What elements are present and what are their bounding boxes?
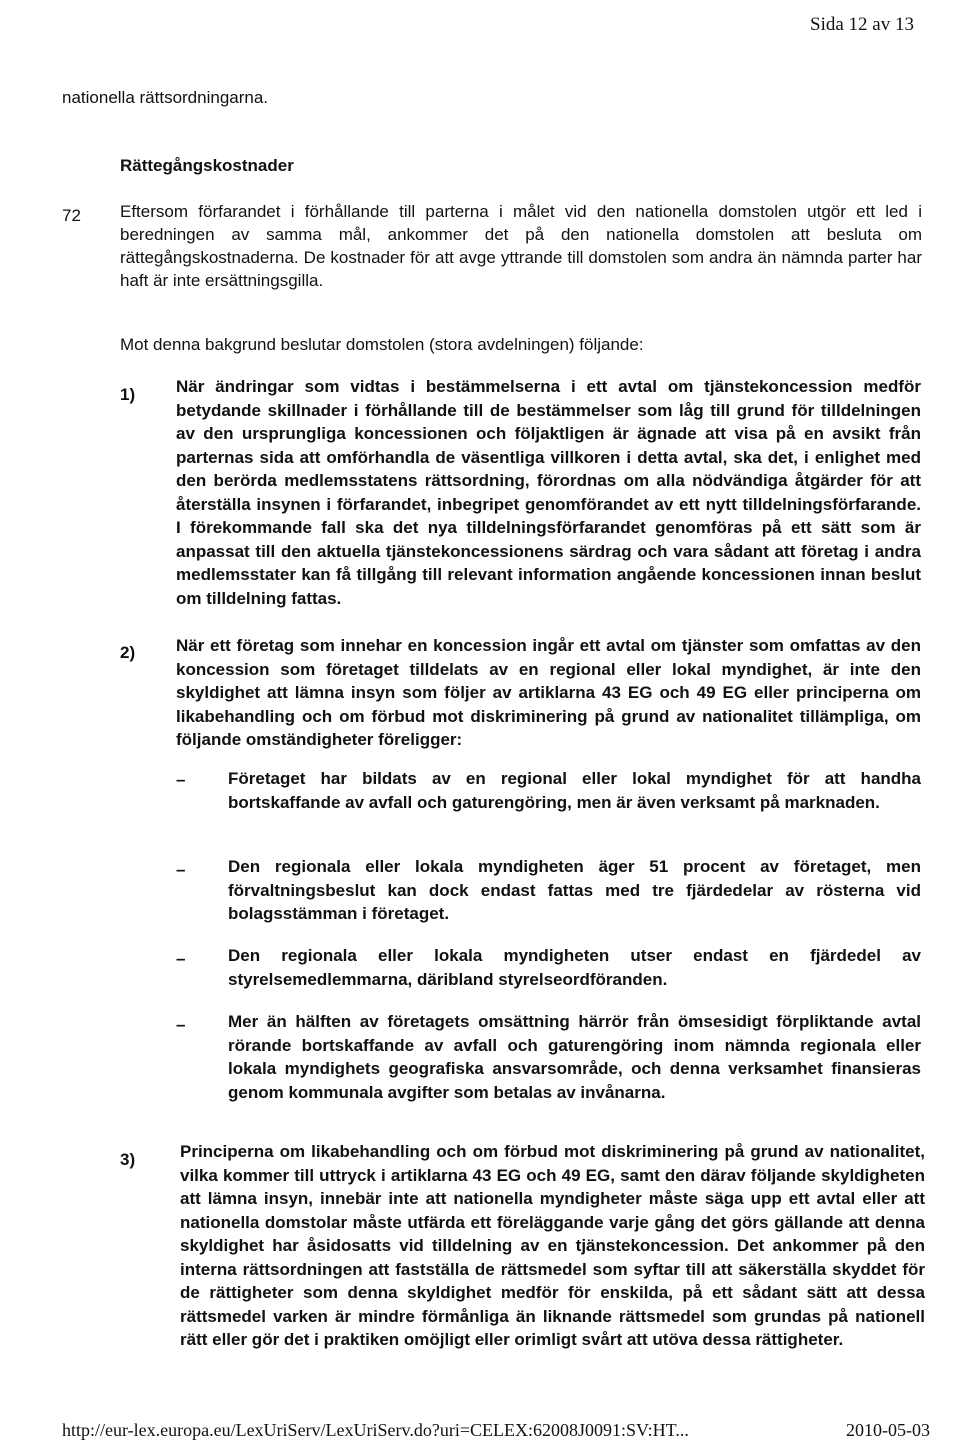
page-number: Sida 12 av 13: [810, 14, 914, 35]
paragraph-72-text: Eftersom förfarandet i förhållande till parterna i målet vid den nationella domstolen utgör ett led i beredningen av samma mål, ankommer det på den nationella domstolen att besluta om rättegångskostnaderna. De kostnader för att avge yttrande till domstolen som andra än nämnda parter har haft är inte ersättningsgilla.: [120, 202, 922, 290]
section-heading: Rättegångskostnader: [120, 156, 294, 175]
ruling-item-number-2: 2): [120, 643, 136, 662]
ruling-item-1-text: När ändringar som vidtas i bestämmelserna i ett avtal om tjänstekoncession medför betydande skillnader i förhållande till de bestämmelser som låg till grund för tilldelningen av den ursprungliga koncessionen och följaktligen är ägnade att visa på en avsikt från parternas sida att omförhandla de väsentliga villkoren i detta avtal, ska det, i enlighet med den berörda medlemsstatens rättsordning, förordnas om alla nödvändiga åtgärder för att återställa insynen i förfarandet, inbegripet genomförandet av ett nytt tilldelningsförfarande. I förekommande fall ska det nya tilldelningsförfarandet genomföras på ett sätt som är anpassat till den aktuella tjänstekoncessionens särdrag och vara sådant att företag i andra medlemsstater kan få tillgång till relevant information angående koncessionen innan beslut om tilldelning fattas.: [176, 377, 921, 608]
ruling-item-number-3: 3): [120, 1150, 136, 1169]
ruling-item-number-1: 1): [120, 385, 136, 404]
ruling-item-2-text: När ett företag som innehar en koncession ingår ett avtal om tjänster som omfattas av den koncession som företaget tilldelats av en regional eller lokal myndighet, är inte den skyldighet att lämna insyn som följer av artiklarna 43 EG och 49 EG eller principerna om likabehandling och om förbud mot diskriminering på grund av nationalitet tillämpliga, om följande omständigheter föreligger:: [176, 636, 921, 749]
footer-date: 2010-05-03: [846, 1420, 930, 1440]
paragraph-number: 72: [62, 206, 81, 225]
intro-fragment: nationella rättsordningarna.: [62, 88, 269, 107]
bullet-dash: –: [176, 949, 186, 968]
footer-url: http://eur-lex.europa.eu/LexUriServ/LexUriServ.do?uri=CELEX:62008J0091:SV:HT...: [62, 1420, 689, 1440]
bullet-3-text: Den regionala eller lokala myndigheten utser endast en fjärdedel av styrelsemedlemmarna, däribland styrelseordföranden.: [228, 946, 921, 989]
bullet-dash: –: [176, 770, 186, 789]
bullet-4-text: Mer än hälften av företagets omsättning härrör från ömsesidigt förpliktande avtal rörande bortskaffande av avfall och gaturengöring inom nämnda regionala eller lokala myndighets geografiska ansvarsområde, och denna verksamhet finansieras genom kommunala avgifter som betalas av invånarna.: [228, 1012, 921, 1102]
bullet-2-text: Den regionala eller lokala myndigheten äger 51 procent av företaget, men förvaltningsbeslut kan dock endast fattas med tre fjärdedelar av rösterna vid bolagsstämman i företaget.: [228, 857, 921, 923]
bullet-dash: –: [176, 860, 186, 879]
ruling-intro: Mot denna bakgrund beslutar domstolen (stora avdelningen) följande:: [120, 335, 644, 354]
bullet-1-text: Företaget har bildats av en regional eller lokal myndighet för att handha bortskaffande av avfall och gaturengöring, men är även verksamt på marknaden.: [228, 769, 921, 812]
bullet-dash: –: [176, 1015, 186, 1034]
ruling-item-3-text: Principerna om likabehandling och om förbud mot diskriminering på grund av nationalitet, vilka kommer till uttryck i artiklarna 43 EG och 49 EG, samt den därav följande skyldigheten att lämna insyn, innebär inte att nationella myndigheter måste säga upp ett avtal eller att nationella domstolar måste utfärda ett föreläggande varje gång det görs gällande att denna skyldighet har åsidosatts vid tilldelning av en tjänstekoncession. Det ankommer på den interna rättsordningen att fastställa de rättsmedel som syftar till att säkerställa skyddet för de rättigheter som denna skyldighet medför för enskilda, på ett sådant sätt att dessa rättsmedel varken är mindre förmånliga än liknande rättsmedel som grundas på nationell rätt eller gör det i praktiken omöjligt eller orimligt svårt att utöva dessa rättigheter.: [180, 1142, 925, 1349]
